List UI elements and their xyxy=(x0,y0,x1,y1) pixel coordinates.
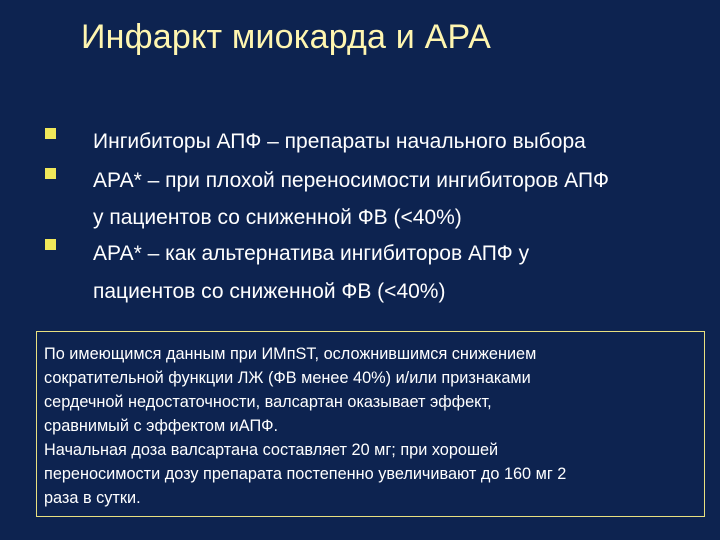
note-line: переносимости дозу препарата постепенно увеличивают до 160 мг 2 xyxy=(44,465,567,483)
note-line: сердечной недостаточности, валсартан оказывает эффект, xyxy=(44,393,492,411)
bullet-text: пациентов со сниженной ФВ (<40%) xyxy=(93,280,446,303)
bullet-text: у пациентов со сниженной ФВ (<40%) xyxy=(93,206,462,229)
note-line: раза в сутки. xyxy=(44,489,141,507)
bullet-marker xyxy=(45,168,56,179)
slide-title: Инфаркт миокарда и АРА xyxy=(81,18,492,56)
note-line: сократительной функции ЛЖ (ФВ менее 40%) и/или признаками xyxy=(44,369,531,387)
bullet-text: АРА* – при плохой переносимости ингибиторов АПФ xyxy=(93,169,609,192)
note-line: сравнимый с эффектом иАПФ. xyxy=(44,417,279,435)
bullet-marker xyxy=(45,128,56,139)
bullet-text: Ингибиторы АПФ – препараты начального выбора xyxy=(93,130,586,153)
bullet-marker xyxy=(45,239,56,250)
note-line: Начальная доза валсартана составляет 20 мг; при хорошей xyxy=(44,441,499,459)
note-line: По имеющимся данным при ИМпST, осложнившимся снижением xyxy=(44,345,537,363)
bullet-text: АРА* – как альтернатива ингибиторов АПФ у xyxy=(93,242,530,265)
